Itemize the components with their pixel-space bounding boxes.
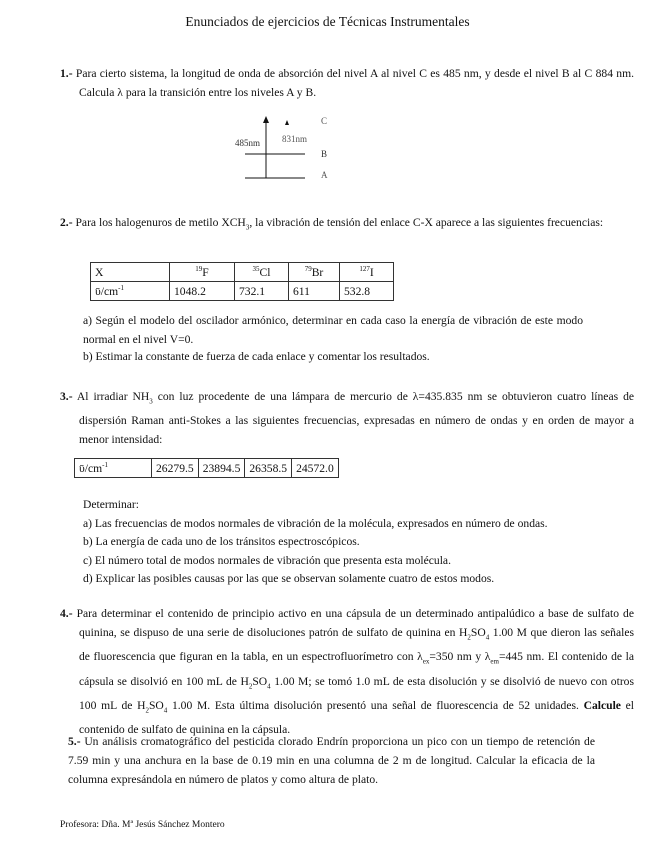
- determinar-label: Determinar:: [83, 498, 140, 511]
- text: SO: [148, 698, 164, 712]
- arrow-head: [285, 120, 289, 125]
- exercise-text: Para cierto sistema, la longitud de onda de absorción del nivel A al nivel C es 485 nm, y desde el nivel B al C 884 nm. Calcula λ para la transición entre los niveles A y B.: [75, 67, 634, 99]
- text: 1.00 M. Esta última disolución presentó una señal de fluorescencia de 52 unidades.: [167, 698, 584, 712]
- label-831nm: 831nm: [282, 134, 308, 144]
- isotope: 19: [195, 265, 203, 274]
- text: Al irradiar NH: [76, 390, 150, 403]
- row-label: ῡ/cm: [79, 461, 103, 475]
- table-cell: 611: [289, 282, 340, 301]
- exercise-2a: a) Según el modelo del oscilador armónico, determinar en cada caso la energía de vibración de este modo normal en el nivel V=0.: [83, 314, 583, 346]
- row-label: ῡ/cm: [95, 284, 119, 298]
- text: SO: [252, 674, 268, 688]
- header-br: Br: [311, 265, 324, 279]
- exercise-3-items: [83, 496, 603, 589]
- label-485nm: 485nm: [235, 138, 261, 148]
- superscript: -1: [118, 284, 124, 293]
- subscript: 4: [163, 706, 168, 715]
- text: =350 nm y λ: [429, 650, 491, 664]
- level-c-label: C: [321, 116, 328, 126]
- text: el contenido de sulfato de quinina en la cápsula.: [79, 698, 634, 737]
- exercise-3: [60, 387, 634, 449]
- list-item: a) Las frecuencias de modos normales de vibración de la molécula, expresados en número de ondas.: [83, 516, 548, 530]
- exercise-text: Un análisis cromatográfico del pesticida clorado Endrín proporciona un pico con un tiempo de retención de 7.59 min y una anchura en la base de 0.19 min en una columna de 2 m de longitud. Calcular la eficacia de la columna expresándola en número de platos y como altura de plato.: [68, 735, 595, 786]
- text: 1.00 M; se tomó 1.0 mL de esta disolución y se disolvió de nuevo con otros 100 mL de H: [79, 674, 634, 712]
- arrow-head: [263, 116, 269, 123]
- text: Para los halogenuros de metilo XCH: [75, 216, 246, 229]
- table-cell: 26358.5: [245, 459, 292, 478]
- isotope: 79: [304, 265, 312, 274]
- subscript: 2: [145, 706, 149, 715]
- subscript: em: [490, 657, 499, 666]
- table-cell: 23894.5: [198, 459, 245, 478]
- exercise-1: [60, 64, 634, 102]
- subscript: 3: [149, 397, 153, 406]
- subscript: 2: [467, 633, 471, 642]
- table-cell: 26279.5: [152, 459, 199, 478]
- exercise-number: 2.-: [60, 216, 73, 229]
- superscript: -1: [102, 461, 108, 470]
- frequency-table: [90, 262, 394, 301]
- header-i: I: [369, 265, 374, 279]
- exercise-number: 3.-: [60, 390, 73, 403]
- exercise-number: 4.-: [60, 607, 73, 620]
- header-x: X: [95, 265, 104, 279]
- text: con luz procedente de una lámpara de mercurio de λ=435.835 nm se obtuvieron cuatro líneas de dispersión Raman anti-Stokes a las siguientes frecuencias, expresadas en número de ondas y en orden de mayor a menor intensidad:: [79, 390, 635, 447]
- text: SO: [470, 626, 486, 639]
- level-a-label: A: [321, 170, 328, 180]
- footer-author: Profesora: Dña. Mª Jesús Sánchez Montero: [60, 820, 225, 830]
- subscript: ex: [422, 657, 430, 666]
- energy-level-diagram: [225, 112, 345, 184]
- header-f: F: [202, 265, 209, 279]
- table-cell: 532.8: [340, 282, 394, 301]
- list-item: b) La energía de cada uno de los tránsitos espectroscópicos.: [83, 535, 360, 548]
- raman-table: [74, 458, 339, 478]
- list-item: d) Explicar las posibles causas por las que se observan solamente cuatro de estos modos.: [83, 572, 495, 585]
- exercise-5: [68, 732, 595, 789]
- subscript: 3: [245, 223, 250, 232]
- exercise-number: 1.-: [60, 67, 73, 80]
- isotope: 35: [252, 265, 260, 274]
- table-cell: 24572.0: [292, 459, 339, 478]
- text: , la vibración de tensión del enlace C-X aparece a las siguientes frecuencias:: [249, 216, 604, 229]
- exercise-2: [60, 213, 634, 237]
- isotope: 127: [359, 265, 370, 274]
- table-cell: 1048.2: [170, 282, 235, 301]
- exercise-4: [60, 604, 634, 739]
- text: =445 nm. El contenido de la cápsula se disolvió en 100 mL de H: [79, 650, 635, 688]
- bold-text: Calcule: [583, 698, 621, 712]
- subscript: 4: [485, 633, 490, 642]
- list-item: c) El número total de modos normales de vibración que presenta esta molécula.: [83, 553, 451, 567]
- text: 1.00 M que dieron las señales de fluorescencia que figuran en la tabla, en un espectrofluorímetro con λ: [79, 626, 634, 664]
- text: Para determinar el contenido de principio activo en una cápsula de un determinado antipalúdico a base de sulfato de quinina, se dispuso de una serie de disoluciones patrón de sulfato de quinina en H: [76, 607, 634, 639]
- subscript: 2: [248, 681, 253, 690]
- header-cl: Cl: [259, 265, 271, 279]
- page-title: Enunciados de ejercicios de Técnicas Instrumentales: [185, 14, 470, 29]
- level-b-label: B: [321, 149, 328, 159]
- exercise-number: 5.-: [68, 735, 81, 748]
- subscript: 4: [267, 681, 271, 690]
- exercise-2b: b) Estimar la constante de fuerza de cada enlace y comentar los resultados.: [83, 350, 430, 363]
- table-cell: 732.1: [235, 282, 289, 301]
